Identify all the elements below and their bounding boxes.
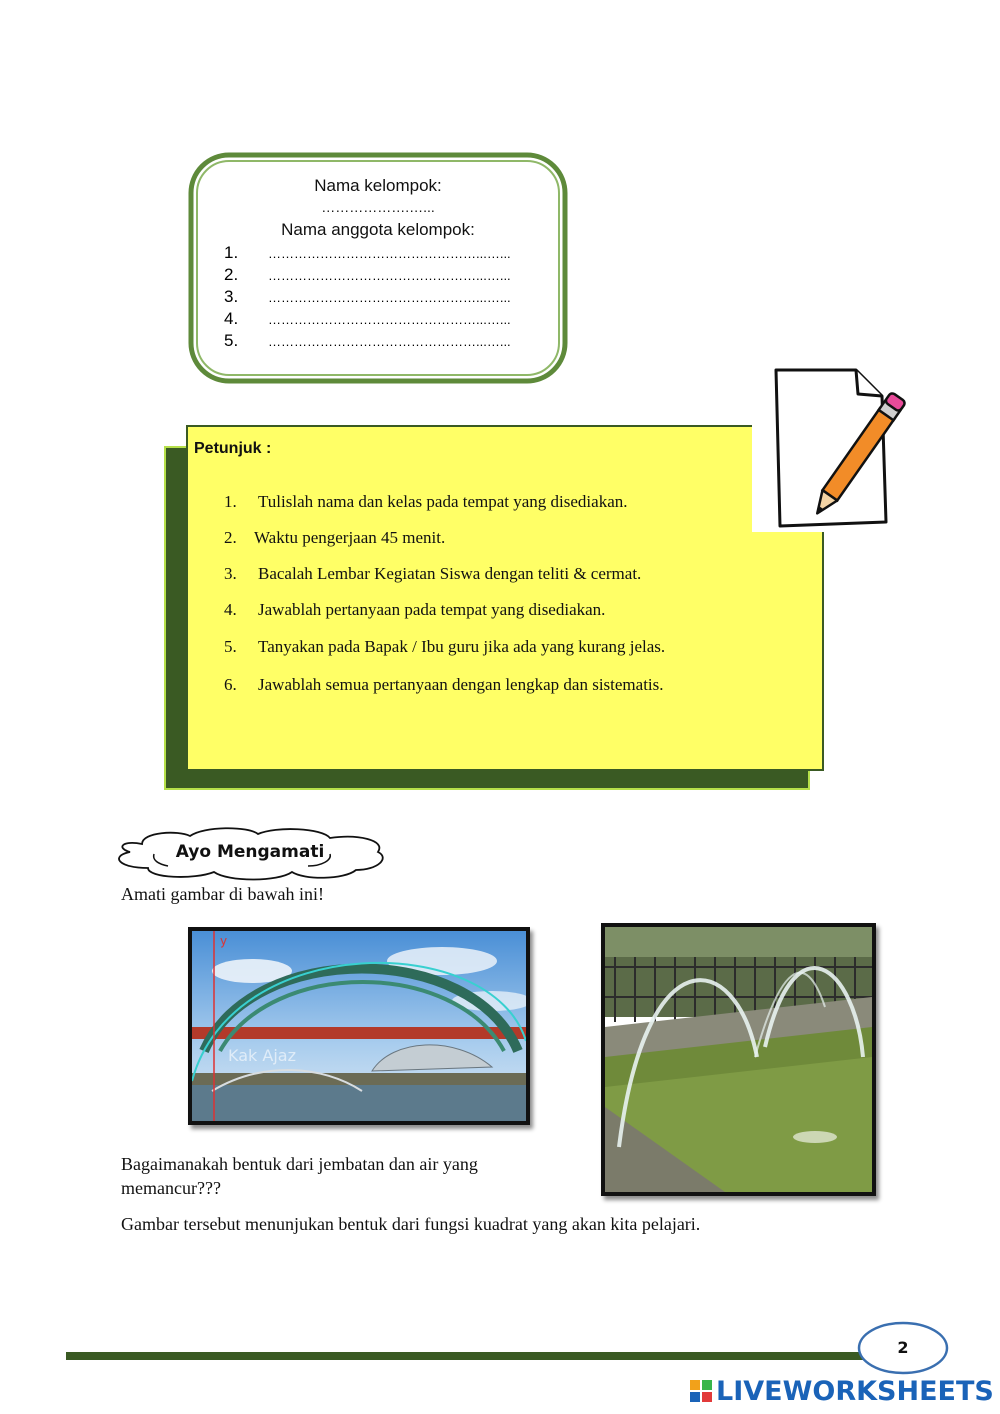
- axis-label: y: [220, 934, 228, 948]
- page-number: 2: [897, 1338, 909, 1357]
- bridge-illustration: [192, 931, 526, 1121]
- instruction-text: Jawablah semua pertanyaan dengan lengkap dan sistematis.: [258, 675, 664, 694]
- member-row: [224, 242, 544, 264]
- paper-and-pencil-icon: [752, 362, 918, 532]
- conclusion-text: Gambar tersebut menunjukan bentuk dari fungsi kuadrat yang akan kita pelajari.: [121, 1214, 701, 1234]
- instruction-item: [224, 564, 641, 584]
- member-row: [224, 330, 544, 352]
- member-row: [224, 286, 544, 308]
- instruction-number: 6.: [224, 675, 237, 694]
- instruction-number: 3.: [224, 564, 237, 583]
- member-field[interactable]: …………………………………………...…...: [268, 312, 511, 327]
- member-field[interactable]: …………………………………………...…...: [268, 334, 511, 349]
- member-field[interactable]: …………………………………………...…...: [268, 290, 511, 305]
- instruction-item: [224, 637, 665, 657]
- question-text: Bagaimanakah bentuk dari jembatan dan air yang memancur???: [121, 1154, 478, 1198]
- member-number: 2.: [224, 265, 239, 284]
- member-number: 1.: [224, 243, 239, 262]
- instruction-text: Waktu pengerjaan 45 menit.: [254, 528, 446, 547]
- fountain-photo: [601, 923, 876, 1196]
- instructions-title: Petunjuk :: [194, 440, 272, 457]
- member-number: 5.: [224, 331, 239, 350]
- instruction-number: 1.: [224, 492, 237, 511]
- member-row: [224, 308, 544, 330]
- liveworksheets-logo-icon: [690, 1380, 712, 1402]
- member-row: [224, 264, 544, 286]
- brand-name: LIVEWORKSHEETS: [716, 1375, 994, 1407]
- section-label: Ayo Mengamati: [175, 842, 325, 862]
- member-field[interactable]: …………………………………………...…...: [268, 268, 511, 283]
- bridge-photo: [188, 927, 530, 1125]
- instruction-text: Bacalah Lembar Kegiatan Siswa dengan teliti & cermat.: [258, 564, 642, 583]
- fountain-illustration: [605, 927, 872, 1192]
- instruction-text: Tanyakan pada Bapak / Ibu guru jika ada yang kurang jelas.: [258, 637, 666, 656]
- group-members-label: Nama anggota kelompok:: [281, 220, 475, 239]
- instruction-number: 5.: [224, 637, 237, 656]
- instruction-item: [224, 528, 445, 548]
- member-number: 3.: [224, 287, 239, 306]
- instructions-box: [186, 425, 824, 771]
- observe-instruction: Amati gambar di bawah ini!: [121, 884, 324, 904]
- group-name-label: Nama kelompok:: [314, 176, 442, 195]
- member-number: 4.: [224, 309, 239, 328]
- instruction-number: 2.: [224, 528, 237, 547]
- instruction-text: Jawablah pertanyaan pada tempat yang disediakan.: [258, 600, 606, 619]
- instruction-item: [224, 492, 628, 512]
- liveworksheets-logo[interactable]: [690, 1374, 994, 1408]
- instruction-item: [224, 600, 605, 620]
- photo-watermark: Kak Ajaz: [228, 1046, 296, 1065]
- member-field[interactable]: …………………………………………...…...: [268, 246, 511, 261]
- instruction-item: [224, 675, 664, 695]
- instruction-text: Tulislah nama dan kelas pada tempat yang disediakan.: [258, 492, 628, 511]
- footer-rule: [66, 1352, 872, 1360]
- group-name-field[interactable]: ……………….…...: [321, 199, 435, 215]
- instruction-number: 4.: [224, 600, 237, 619]
